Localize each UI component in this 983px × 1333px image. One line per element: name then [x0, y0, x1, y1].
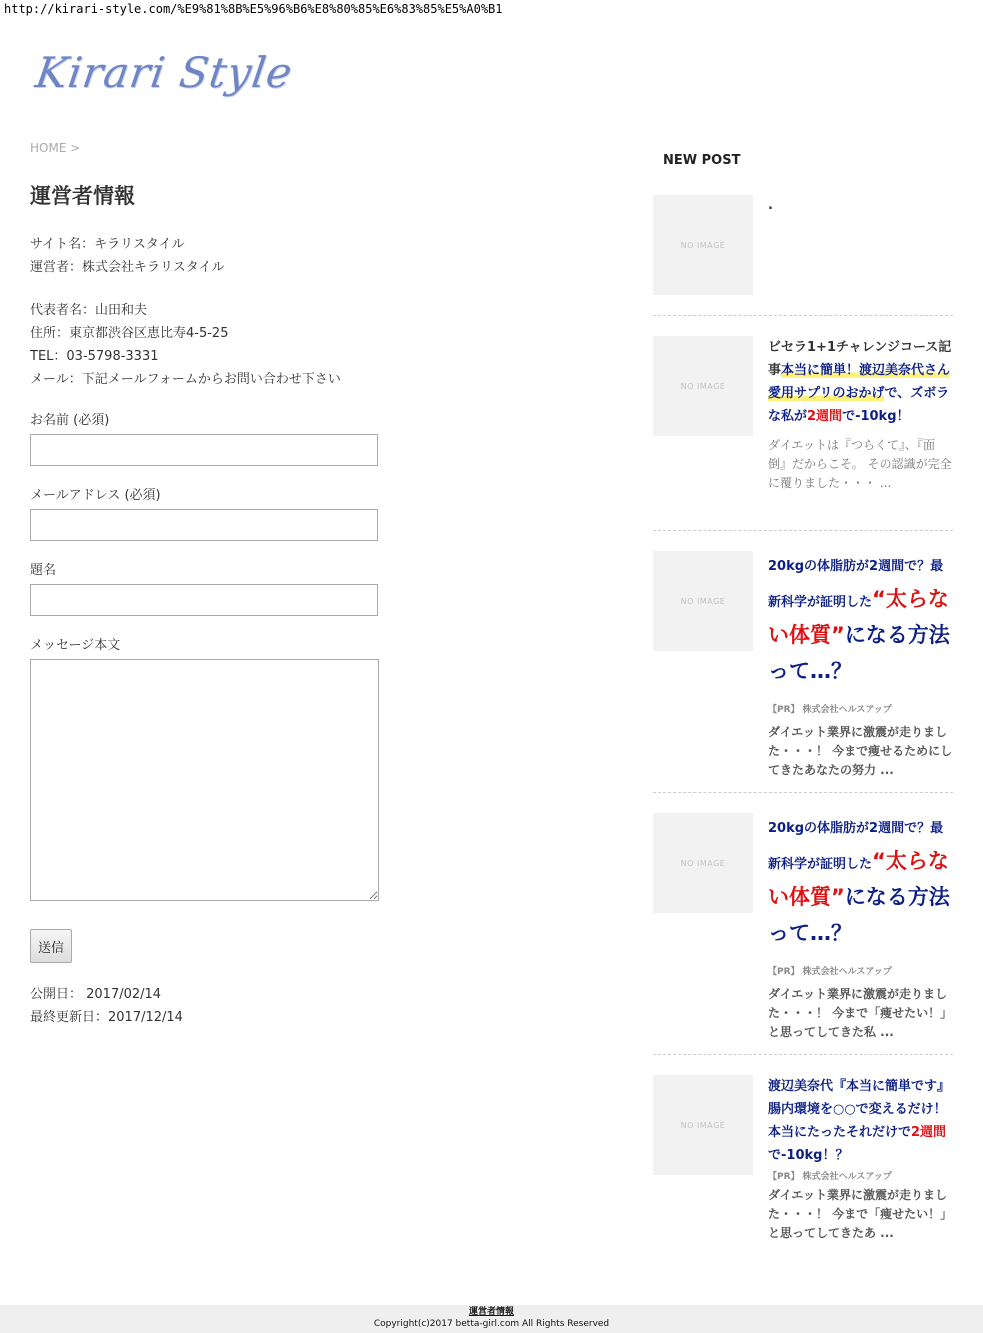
post-title[interactable]: ビセラ1+1チャレンジコース記事本当に簡単！渡辺美奈代さん愛用サプリのおかげで、ズボラな私が2週間で-10kg！: [768, 340, 952, 424]
post-title[interactable]: 20kgの体脂肪が2週間で？最新科学が証明した“太らない体質”になる方法って…？: [768, 559, 950, 683]
site-logo[interactable]: Kirari Style: [32, 48, 296, 97]
sidebar-post[interactable]: [653, 551, 953, 776]
post-divider: [653, 1054, 953, 1055]
post-thumbnail[interactable]: [653, 195, 753, 295]
page-dates: [30, 983, 183, 1029]
sidebar-post[interactable]: [653, 336, 953, 516]
site-info: [30, 233, 224, 279]
breadcrumb: [30, 141, 80, 155]
email-label: メールアドレス (必須): [30, 488, 161, 503]
post-divider: [653, 792, 953, 793]
message-textarea[interactable]: [30, 659, 379, 901]
subject-label: 題名: [30, 563, 57, 578]
subject-input[interactable]: [30, 584, 378, 616]
name-input[interactable]: [30, 434, 378, 466]
sidebar-post[interactable]: [653, 1075, 953, 1250]
sidebar-title: NEW POST: [663, 153, 741, 168]
sidebar-post[interactable]: [653, 813, 953, 1038]
address-text: 住所：東京都渋谷区恵比寿4-5-25: [30, 326, 229, 341]
post-excerpt: ダイエット業界に激震が走りました・・・！ 今まで「痩せたい！」と思ってしてきた私 ...: [768, 987, 953, 1039]
no-image-text: NO IMAGE: [680, 381, 726, 391]
post-thumbnail[interactable]: [653, 551, 753, 651]
no-image-text: NO IMAGE: [680, 596, 726, 606]
submit-button[interactable]: 送信: [30, 929, 72, 963]
email-input[interactable]: [30, 509, 378, 541]
pr-label: 【PR】 株式会社ヘルスアップ: [768, 967, 892, 977]
post-thumbnail[interactable]: [653, 1075, 753, 1175]
mail-text: メール：下記メールフォームからお問い合わせ下さい: [30, 372, 341, 387]
post-title[interactable]: 20kgの体脂肪が2週間で？最新科学が証明した“太らない体質”になる方法って…？: [768, 821, 950, 945]
post-divider: [653, 315, 953, 316]
contact-form: [30, 411, 380, 963]
page-url: http://kirari-style.com/%E9%81%8B%E5%96%B6%E8%80%85%E6%83%85%E5%A0%B1: [4, 2, 503, 16]
post-excerpt: ダイエット業界に激震が走りました・・・！ 今まで痩せるためにしてきたあなたの努力 ...: [768, 725, 953, 777]
no-image-text: NO IMAGE: [680, 240, 726, 250]
pr-label: 【PR】 株式会社ヘルスアップ: [768, 705, 892, 715]
footer: [0, 1305, 983, 1333]
footer-operator-link[interactable]: 運営者情報: [468, 1307, 514, 1317]
published-date: 公開日： 2017/02/14: [30, 987, 162, 1002]
site-name-text: サイト名：キラリスタイル: [30, 237, 185, 252]
post-title[interactable]: .: [768, 198, 773, 213]
post-excerpt: ダイエット業界に激震が走りました・・・！ 今まで「痩せたい！」と思ってしてきたあ ...: [768, 1188, 953, 1240]
footer-copyright: Copyright(c)2017 betta-girl.com All Rights Reserved: [373, 1319, 610, 1329]
tel-text: TEL：03-5798-3331: [30, 349, 159, 364]
breadcrumb-home-link[interactable]: HOME: [30, 141, 67, 155]
post-title[interactable]: 渡辺美奈代『本当に簡単です』腸内環境を○○で変えるだけ！本当にたったそれだけで2週間で-10kg！？: [768, 1079, 951, 1163]
updated-date: 最終更新日：2017/12/14: [30, 1010, 183, 1025]
post-divider: [653, 530, 953, 531]
no-image-text: NO IMAGE: [680, 858, 726, 868]
sidebar-post[interactable]: [653, 195, 953, 295]
no-image-text: NO IMAGE: [680, 1120, 726, 1130]
name-label: お名前 (必須): [30, 413, 110, 428]
post-excerpt: ダイエットは『つらくて』、『面倒』だからこそ。 その認識が完全に覆りました・・・ ...: [768, 438, 952, 490]
pr-label: 【PR】 株式会社ヘルスアップ: [768, 1172, 892, 1182]
page-title: 運営者情報: [30, 184, 135, 208]
post-thumbnail[interactable]: [653, 813, 753, 913]
message-label: メッセージ本文: [30, 638, 121, 653]
contact-info: [30, 299, 341, 391]
operator-text: 運営者：株式会社キラリスタイル: [30, 260, 225, 275]
post-thumbnail[interactable]: [653, 336, 753, 436]
breadcrumb-separator: >: [70, 141, 81, 155]
representative-text: 代表者名：山田和夫: [30, 303, 148, 318]
